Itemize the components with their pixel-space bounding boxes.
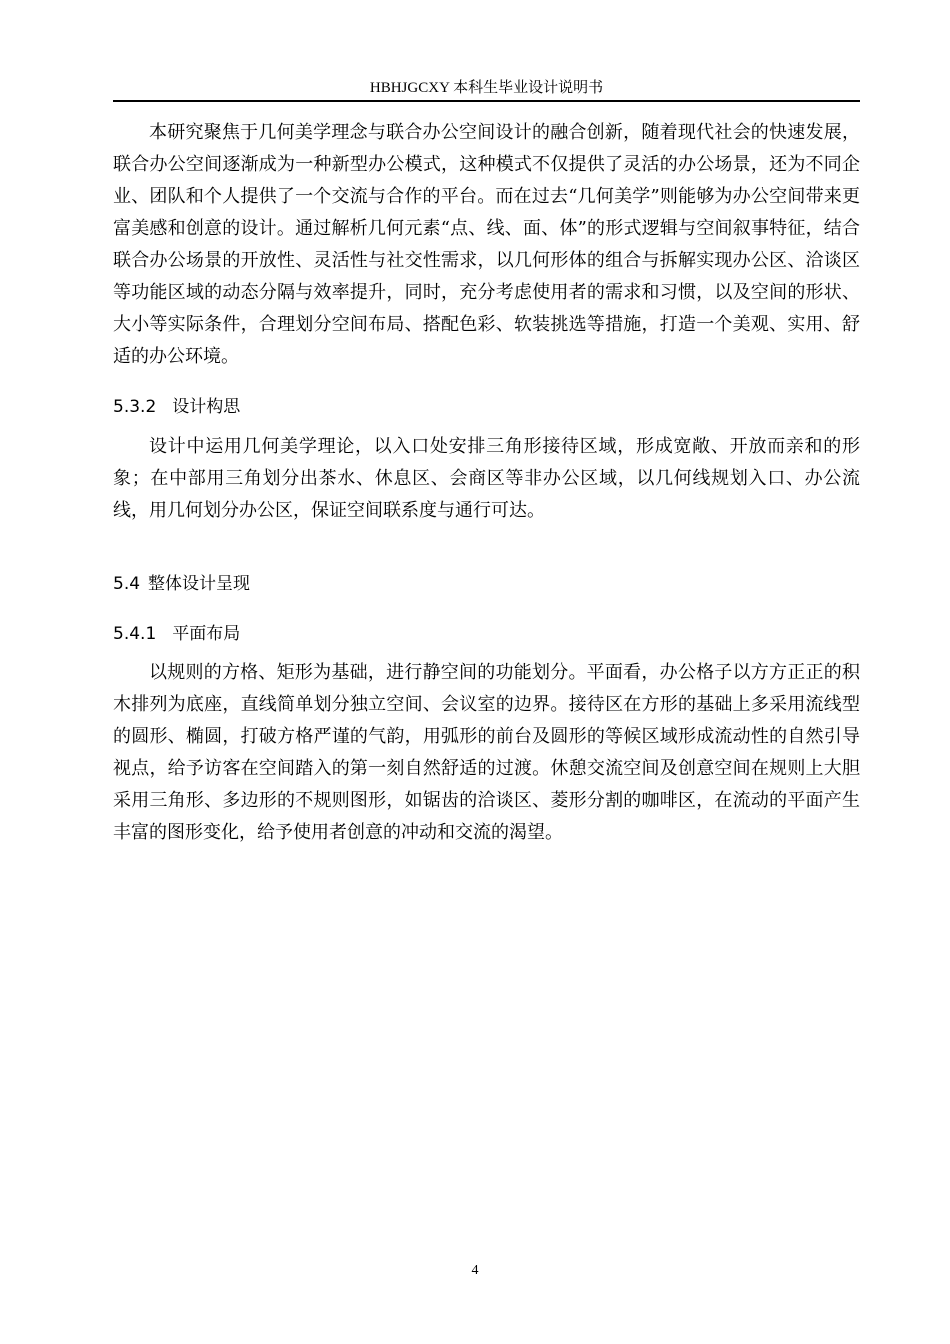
section-title: 设计构思	[172, 397, 241, 417]
section-title: 平面布局	[172, 624, 241, 644]
section-heading-5-3-2	[113, 395, 240, 419]
section-title: 整体设计呈现	[148, 574, 251, 594]
section-heading-5-4	[113, 572, 250, 596]
design-concept-paragraph: 设计中运用几何美学理论，以入口处安排三角形接待区域，形成宽敞、开放而亲和的形象；在中部用三角划分出茶水、休息区、会商区等非办公区域，以几何线规划入口、办公流线，用几何划分办公区，保证空间联系度与通行可达。	[113, 436, 860, 521]
intro-paragraph: 本研究聚焦于几何美学理念与联合办公空间设计的融合创新，随着现代社会的快速发展，联合办公空间逐渐成为一种新型办公模式，这种模式不仅提供了灵活的办公场景，还为不同企业、团队和个人提供了一个交流与合作的平台。而在过去“几何美学”则能够为办公空间带来更富美感和创意的设计。通过解析几何元素“点、线、面、体”的形式逻辑与空间叙事特征，结合联合办公场景的开放性、灵活性与社交性需求，以几何形体的组合与拆解实现办公区、洽谈区等功能区域的动态分隔与效率提升，同时，充分考虑使用者的需求和习惯，以及空间的形状、大小等实际条件，合理划分空间布局、搭配色彩、软装挑选等措施，打造一个美观、实用、舒适的办公环境。	[113, 122, 860, 367]
section-number: 5.3.2	[113, 397, 157, 417]
section-heading-5-4-1	[113, 622, 240, 646]
section-number: 5.4	[113, 574, 141, 594]
page-header: HBHJGCXY 本科生毕业设计说明书	[369, 80, 604, 96]
header-divider	[113, 100, 860, 102]
page-number: 4	[471, 1263, 479, 1278]
floor-plan-paragraph: 以规则的方格、矩形为基础，进行静空间的功能划分。平面看，办公格子以方方正正的积木排列为底座，直线简单划分独立空间、会议室的边界。接待区在方形的基础上多采用流线型的圆形、椭圆，打破方格严谨的气韵，用弧形的前台及圆形的等候区域形成流动性的自然引导视点，给予访客在空间踏入的第一刻自然舒适的过渡。休憩交流空间及创意空间在规则上大胆采用三角形、多边形的不规则图形，如锯齿的洽谈区、菱形分割的咖啡区，在流动的平面产生丰富的图形变化，给予使用者创意的冲动和交流的渴望。	[113, 662, 860, 843]
section-number: 5.4.1	[113, 624, 157, 644]
